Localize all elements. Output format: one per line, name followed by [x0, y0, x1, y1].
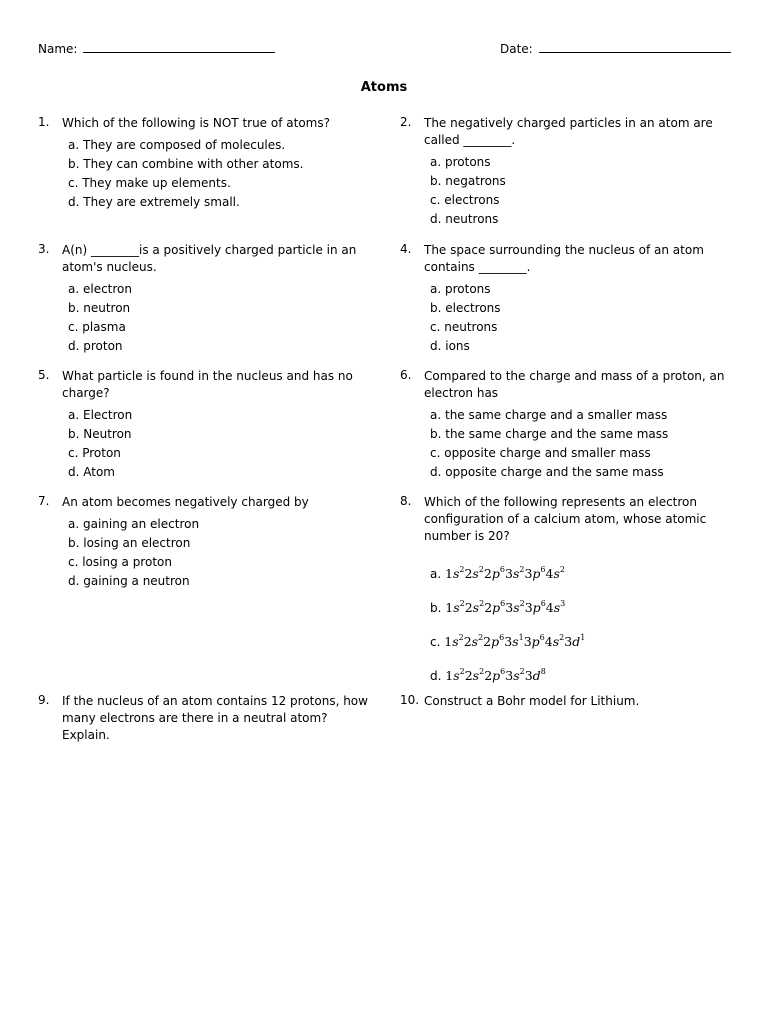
name-blank-line[interactable] [83, 40, 275, 53]
answer-option[interactable] [430, 589, 730, 623]
answer-option[interactable]: a. the same charge and a smaller mass [430, 408, 668, 422]
answer-option[interactable]: d. proton [68, 339, 123, 353]
question-9 [38, 693, 378, 744]
option-letter: c. [430, 635, 445, 649]
question-number: 4. [400, 242, 412, 256]
answer-option[interactable]: d. They are extremely small. [68, 195, 240, 209]
answer-option[interactable]: b. Neutron [68, 427, 132, 441]
answer-option[interactable]: a. gaining an electron [68, 517, 200, 531]
answer-option[interactable]: c. They make up elements. [68, 176, 231, 190]
question-number: 10. [400, 693, 420, 707]
answer-option[interactable]: a. electron [68, 282, 133, 296]
answer-option[interactable]: c. plasma [68, 320, 126, 334]
name-field [38, 40, 275, 56]
answer-options [68, 136, 378, 212]
question-10 [400, 693, 730, 710]
question-text: An atom becomes negatively charged by [62, 495, 309, 509]
answer-option[interactable]: d. opposite charge and the same mass [430, 465, 664, 479]
electron-configuration: $1s^22s^22p^63s^13p^64s^23d^1$ [444, 633, 586, 649]
question-text: Which of the following is NOT true of atoms? [62, 116, 330, 130]
answer-option[interactable]: b. neutron [68, 301, 131, 315]
date-field [500, 40, 731, 56]
answer-option[interactable]: b. the same charge and the same mass [430, 427, 669, 441]
question-5 [38, 368, 378, 482]
question-text: Construct a Bohr model for Lithium. [424, 694, 640, 708]
answer-option[interactable] [430, 555, 730, 589]
question-number: 8. [400, 494, 412, 508]
question-number: 2. [400, 115, 412, 129]
electron-configuration: $1s^22s^22p^63s^23p^64s^2$ [444, 565, 565, 581]
answer-option[interactable]: c. electrons [430, 193, 500, 207]
answer-option[interactable]: c. Proton [68, 446, 121, 460]
question-text: The space surrounding the nucleus of an atom contains ________. [424, 243, 704, 274]
question-text: The negatively charged particles in an atom are called ________. [424, 116, 713, 147]
date-blank-line[interactable] [539, 40, 731, 53]
answer-option[interactable]: d. ions [430, 339, 470, 353]
question-text: Which of the following represents an electron configuration of a calcium atom, whose atomic number is 20? [424, 495, 707, 543]
answer-option[interactable]: a. protons [430, 155, 491, 169]
answer-options [430, 555, 730, 691]
option-letter: a. [430, 567, 445, 581]
answer-option[interactable]: c. losing a proton [68, 555, 172, 569]
question-8 [400, 494, 730, 691]
answer-option[interactable] [430, 623, 730, 657]
answer-option[interactable]: a. Electron [68, 408, 133, 422]
question-number: 6. [400, 368, 412, 382]
answer-options [68, 406, 378, 482]
answer-options [430, 406, 730, 482]
option-letter: d. [430, 669, 446, 683]
answer-option[interactable]: b. They can combine with other atoms. [68, 157, 304, 171]
electron-configuration: $1s^22s^22p^63s^23p^64s^3$ [445, 599, 566, 615]
question-text: Compared to the charge and mass of a proton, an electron has [424, 369, 725, 400]
name-label: Name: [38, 42, 78, 56]
question-3 [38, 242, 378, 356]
answer-options [430, 153, 730, 229]
question-text: If the nucleus of an atom contains 12 protons, how many electrons are there in a neutral atom? Explain. [62, 694, 368, 742]
answer-option[interactable]: c. opposite charge and smaller mass [430, 446, 651, 460]
question-number: 3. [38, 242, 50, 256]
answer-option[interactable]: d. neutrons [430, 212, 499, 226]
question-text: What particle is found in the nucleus and has no charge? [62, 369, 353, 400]
answer-options [68, 515, 378, 591]
question-text: A(n) ________is a positively charged particle in an atom's nucleus. [62, 243, 357, 274]
date-label: Date: [500, 42, 533, 56]
answer-option[interactable]: b. electrons [430, 301, 501, 315]
answer-option[interactable] [430, 657, 730, 691]
question-4 [400, 242, 730, 356]
electron-configuration: $1s^22s^22p^63s^23d^8$ [445, 667, 546, 683]
answer-option[interactable]: a. protons [430, 282, 491, 296]
answer-option[interactable]: d. gaining a neutron [68, 574, 190, 588]
question-number: 7. [38, 494, 50, 508]
question-number: 1. [38, 115, 50, 129]
question-7 [38, 494, 378, 591]
question-2 [400, 115, 730, 229]
question-1 [38, 115, 378, 212]
worksheet-title: Atoms [360, 80, 408, 95]
answer-option[interactable]: b. losing an electron [68, 536, 191, 550]
question-number: 9. [38, 693, 50, 707]
answer-option[interactable]: d. Atom [68, 465, 115, 479]
question-6 [400, 368, 730, 482]
answer-options [430, 280, 730, 356]
answer-options [68, 280, 378, 356]
option-letter: b. [430, 601, 446, 615]
question-number: 5. [38, 368, 50, 382]
answer-option[interactable]: c. neutrons [430, 320, 498, 334]
answer-option[interactable]: b. negatrons [430, 174, 506, 188]
answer-option[interactable]: a. They are composed of molecules. [68, 138, 286, 152]
